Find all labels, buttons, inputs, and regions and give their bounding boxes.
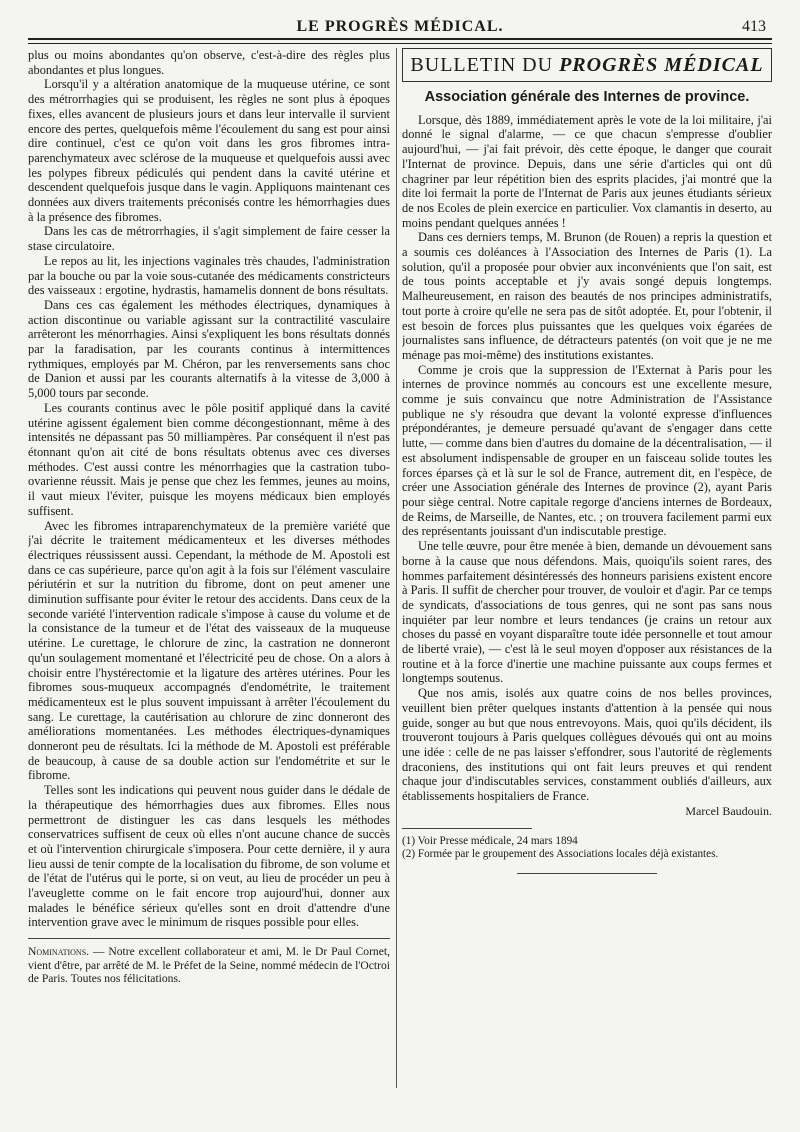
footnote: (1) Voir Presse médicale, 24 mars 1894 bbox=[402, 835, 578, 848]
header-rule bbox=[28, 38, 772, 44]
journal-title: LE PROGRÈS MÉDICAL. bbox=[296, 18, 504, 35]
paragraph: Lorsqu'il y a altération anatomique de la muqueuse utérine, ce sont des métrorrhagies qui se produisent, les règles ne sont plus à époques fixes, elles avancent de plusieurs jours et dans leur intervalle il survient encore des pertes, quelquefois même l'écoulement du sang est pour ainsi dire continuel, c'est ce qu'on voit dans les gros fibromes intra-parenchymateux avec sclérose de la muqueuse et quelquefois aussi avec les polypes fibreux pédiculés qui pendent dans la cavité utérine et descendent quelquefois jusque dans le vagin. Appliquons maintenant ces données aux divers traitements préconisés contre les hémorrhagies dues à la présence des fibromes. bbox=[28, 77, 390, 224]
section-separator bbox=[28, 938, 390, 939]
bulletin-heading-box bbox=[402, 48, 772, 82]
footnote: (2) Formée par le groupement des Associations locales déjà existantes. bbox=[402, 848, 719, 861]
paragraph: Une telle œuvre, pour être menée à bien, demande un dévouement sans borne à la cause que nous défendons. Mais, quoiqu'ils soient rares, des hommes parfaitement désintéressés des honneurs parisiens existent encore à Paris. Il suffit de chercher pour trouver, de vouloir et d'agir. Par ce temps de syndicats, d'associations de tous genres, qui ne sont pas sans nous inquiéter par leur nombre et leurs tendances (je crains un retour aux choses du passé en voyant disparaître toute idée personnelle et tout amour de liberté vraie), — c'est là le seul moyen d'opposer aux résistances de la routine et à la force d'inertie une machine puissante aux coups fermes et longtemps soutenus. bbox=[402, 539, 772, 686]
author-signature: Marcel Baudouin. bbox=[685, 803, 772, 818]
paragraph: Dans ces derniers temps, M. Brunon (de Rouen) a repris la question et a soumis ces doléances à l'Association des Internes de Paris (1). La solution, qu'il a proposée pour obvier aux inconvénients que l'on sait, est de tous points acceptable et j'y avais songé depuis longtemps. Malheureusement, en raison des beautés de nos principes administratifs, tout porte à croire qu'elle ne sera pas de sitôt adoptée. Et, pour l'obtenir, il est besoin de forces plus puissantes que les quelques voix égarées de journalistes sans influence, de détracteurs patentés (on voit que je ne me ménage pas moi-même) des institutions existantes. bbox=[402, 230, 772, 362]
paragraph: Comme je crois que la suppression de l'Externat à Paris pour les internes de province nommés au concours est une excellente mesure, comme je suis convaincu que notre Administration de l'Assistance publique ne s'y résoudra que devant la volonté expresse d'influences prépondérantes, je demeure persuadé qu'avant de s'engager dans cette lutte, — comme dans bien d'autres du domaine de la décentralisation, — il est absolument indispensable de grouper en un faisceau solide toutes les forces éparses çà et là sur le sol de France, autrement dit, en l'espèce, de créer une Association générale des Internes de province (2), ayant Paris pour siège central. Notre capitale regorge d'anciens internes de Bordeaux, de Reims, de Marseille, de Nantes, etc. ; on trouvera facilement parmi eux des représentants jouissant d'un indiscutable prestige. bbox=[402, 362, 772, 539]
end-rule bbox=[517, 873, 657, 874]
paragraph: Dans les cas de métrorrhagies, il s'agit simplement de faire cesser la stase circulatoire. bbox=[28, 224, 390, 254]
paragraph: Les courants continus avec le pôle positif appliqué dans la cavité utérine agissent également bien comme décongestionnant, même à des intensités ne dépassant pas 50 milliampères. Par conséquent il n'est pas étonnant qu'on ait cité de bons résultats obtenus avec ces diverses méthodes. C'est aussi contre les ménorrhagies que la castration tubo-ovarienne réussit. Mais je pense que chez les femmes, jeunes au moins, il vaut mieux l'éviter, puisque les moyens médicaux bien employés suffisent. bbox=[28, 400, 390, 518]
page-number: 413 bbox=[742, 18, 766, 35]
footnote-rule bbox=[402, 828, 532, 829]
bulletin-title-italic: PROGRÈS MÉDICAL bbox=[559, 54, 764, 76]
nominations-label: Nominations. bbox=[28, 945, 90, 959]
paragraph: Le repos au lit, les injections vaginales très chaudes, l'administration par la bouche ou par la voie sous-cutanée des médicaments constricteurs des vaisseaux : ergotine, hydrastis, hamamelis donnent de bons résultats. bbox=[28, 253, 390, 298]
page-header bbox=[28, 18, 772, 38]
paragraph: Lorsque, dès 1889, immédiatement après le vote de la loi militaire, j'ai donné le signal d'alarme, — ce que chacun s'empresse d'oublier aujourd'hui, — j'ai fait prévoir, dès cette époque, le danger que courait l'Internat de province. Depuis, dans une série d'articles qui ont dû chagriner par leur répétition bien des esprits placides, j'ai montré que la dite loi fermait la porte de l'Internat de Paris aux jeunes étudiants sérieux de nos Ecoles de plein exercice en particulier. Vox clamantis in deserto, au moins pendant quelques années ! bbox=[402, 112, 772, 230]
paragraph: Telles sont les indications qui peuvent nous guider dans le dédale de la thérapeutique des hémorrhagies dues aux fibromes. Elles nous permettront de distinguer les cas dans lesquels les méthodes conservatrices suffisent de ceux où elles n'ont aucune chance de succès et où l'intervention chirurgicale s'imposera. Pour cette dernière, il y aura lieu aussi de tenir compte de la localisation du fibrome, de son volume et de l'état de l'utérus qui le porte, si on veut, au lieu de procéder un peu à l'aveuglette comme on le fait encore trop aujourd'hui, donner aux malades le bénéfice sérieux qu'elles sont en droit d'attendre d'une intervention grave avec le minimum de risques possible pour elles. bbox=[28, 783, 390, 930]
paragraph: plus ou moins abondantes qu'on observe, c'est-à-dire des règles plus abondantes et plus longues. bbox=[28, 48, 390, 77]
nominations-text: — Notre excellent collaborateur et ami, M. le Dr Paul Cornet, vient d'être, par arrêté de M. le Préfet de la Seine, nommé médecin de l'Octroi de Paris. Toutes nos félicitations. bbox=[28, 945, 390, 986]
bulletin-title bbox=[403, 53, 771, 77]
column-divider bbox=[396, 48, 397, 1088]
right-column bbox=[402, 48, 772, 1128]
paragraph: Dans ces cas également les méthodes électriques, dynamiques à action discontinue ou variable agissant sur la contractilité vasculaire arrêteront les ménorrhagies. Ainsi s'expliquent les bons résultats donnés par la faradisation, par les courants continus à intermittences rythmiques, employés par M. Chéron, par les renversements sans choc de Danion et aussi par les courants alternatifs à la vitesse de 3,000 à 5,000 tours par seconde. bbox=[28, 297, 390, 401]
paragraph: Que nos amis, isolés aux quatre coins de nos belles provinces, veuillent bien prêter quelques instants d'attention à la pensée qui nous guide, songer au but que nous entrevoyons. Mais, quoi qu'ils décident, ils trouveront toujours à Paris quelques collègues dévoués qui ont au moins une idée : celle de ne pas laisser s'effondrer, sous l'autorité de règlements draconiens, des institutions qui ont fait leurs preuves et qui rendent chaque jour d'indiscutables services, constamment oubliés d'ailleurs, aux établissements hospitaliers de France. bbox=[402, 686, 772, 804]
left-column bbox=[28, 48, 390, 1128]
bulletin-title-plain: BULLETIN DU bbox=[410, 54, 560, 76]
nominations-note bbox=[28, 945, 390, 986]
paragraph: Avec les fibromes intraparenchymateux de la première variété que j'ai décrite le traitement médicamenteux et les diverses méthodes électriques réussissent aussi. Cependant, la méthode de M. Apostoli est dans ce cas supérieure, parce qu'on agit à la fois sur l'élément vasculaire périutérin et sur la nutrition du fibrome, dont on peut amener une diminution suffisante pour éviter le retour des accidents. Dans ceux de la seconde variété l'intervention radicale s'impose à cause du volume et de la consistance de la tumeur et de l'état des vaisseaux de la muqueuse utérine. Le curettage, le chlorure de zinc, la castration ne donneront qu'un soulagement momentané et l'électricité peu de chose. On a alors à choisir entre l'hystérectomie et la ligature des artères utérines. Pour les fibromes sous-muqueux accompagnés d'endométrite, le traitement médicamenteux est le plus souvent impuissant à arrêter l'écoulement du sang. Le curettage, la cautérisation au chlorure de zinc donneront des améliorations momentanées. Les méthodes électriques-dynamiques donneront peu de résultats. Ici la méthode de M. Apostoli est préférable de beaucoup, à cause de sa double action sur l'endométrite et sur le fibrome. bbox=[28, 518, 390, 783]
article-title: Association générale des Internes de province. bbox=[424, 89, 750, 105]
